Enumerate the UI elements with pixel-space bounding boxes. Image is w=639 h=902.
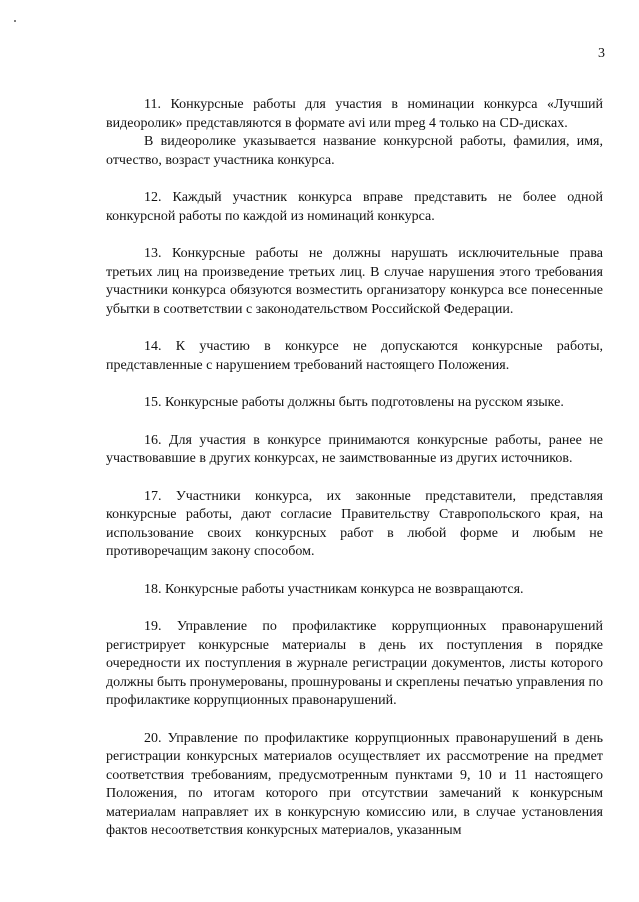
document-body: [106, 96, 603, 860]
paragraph-13: 13. Конкурсные работы не должны нарушать исключительные права третьих лиц на произведение третьих лиц. В случае нарушения этого требования участники конкурса обязуются возместить организатору конкурса все понесенные убытки в соответствии с законодательством Российской Федерации.: [106, 246, 603, 317]
paragraph-17: 17. Участники конкурса, их законные представители, представляя конкурсные работы, дают согласие Правительству Ставропольского края, на использование своих конкурсных работ в любой форме и любым не противоречащим закону способом.: [106, 488, 603, 559]
page-number: 3: [598, 46, 605, 61]
paragraph-16: 16. Для участия в конкурсе принимаются конкурсные работы, ранее не участвовавшие в других конкурсах, не заимствованные из других источников.: [106, 432, 603, 466]
paragraph-11: 11. Конкурсные работы для участия в номинации конкурса «Лучший видеоролик» представляются в формате avi или mpeg 4 только на CD-дисках.: [106, 97, 603, 131]
paragraph-11-continuation: В видеоролике указывается название конкурсной работы, фамилия, имя, отчество, возраст участника конкурса.: [106, 134, 603, 168]
paragraph-15: 15. Конкурсные работы должны быть подготовлены на русском языке.: [144, 395, 564, 410]
paragraph-12: 12. Каждый участник конкурса вправе представить не более одной конкурсной работы по каждой из номинаций конкурса.: [106, 190, 603, 224]
paragraph-18: 18. Конкурсные работы участникам конкурса не возвращаются.: [144, 581, 524, 597]
scan-speck: [14, 20, 16, 22]
paragraph-19: 19. Управление по профилактике коррупционных правонарушений регистрирует конкурсные материалы в день их поступления в порядке очередности их поступления в журнале регистрации документов, листы которого должны быть пронумерованы, прошнурованы и скреплены печатью управления по профилактике коррупционных правонарушений.: [106, 619, 603, 708]
paragraph-14: 14. К участию в конкурсе не допускаются конкурсные работы, представленные с нарушением требований настоящего Положения.: [106, 339, 603, 373]
paragraph-20: 20. Управление по профилактике коррупционных правонарушений в день регистрации конкурсных материалов осуществляет их рассмотрение на предмет соответствия требованиям, предусмотренным пунктами 9, 10 и 11 настоящего Положения, по итогам которого при отсутствии замечаний к конкурсным материалам направляет их в конкурсную комиссию или, в случае установления фактов несоответствия конкурсных материалов, указанным: [106, 730, 603, 838]
